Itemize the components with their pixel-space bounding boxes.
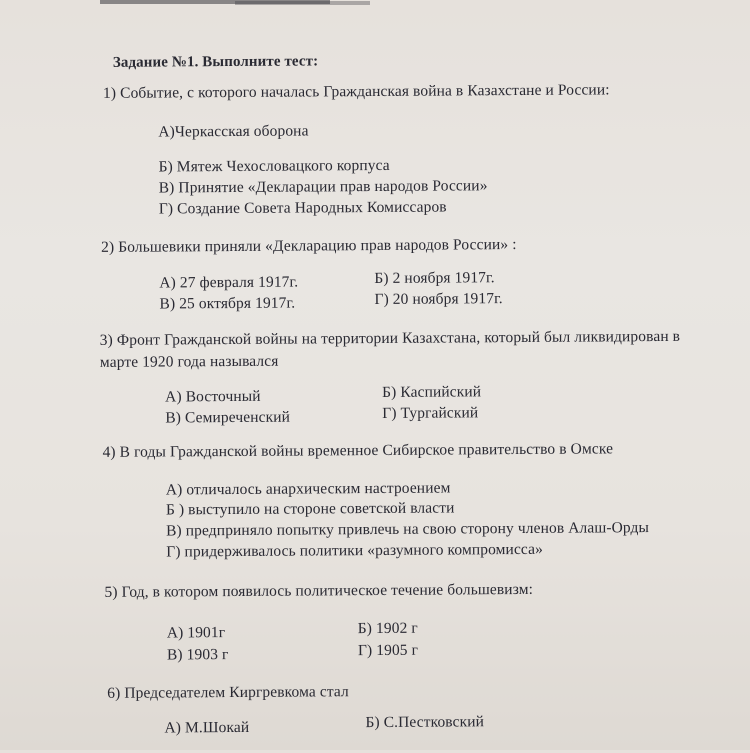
question-3-option-d: Г) Тургайский	[382, 404, 479, 422]
question-3-option-c: В) Семиреченский	[165, 408, 291, 427]
question-1-option-a: А)Черкасская оборона	[158, 122, 309, 141]
question-6-option-a: А) М.Шокай	[164, 718, 250, 737]
question-2-option-d: Г) 20 ноября 1917г.	[374, 290, 503, 309]
question-5-option-c: В) 1903 г	[166, 646, 229, 664]
question-3-text-line2: марте 1920 года назывался	[99, 352, 279, 371]
task-title: Задание №1. Выполните тест:	[112, 53, 319, 71]
question-4-option-c: В) предприняло попытку привлечь на свою сторону членов Алаш-Орды	[166, 519, 650, 540]
question-3-text-line1: 3) Фронт Гражданской войны на территории Казахстана, который был ликвидирован в	[99, 327, 681, 349]
question-1-option-c: В) Принятие «Декларации прав народов России»	[158, 177, 488, 197]
question-3-option-a: А) Восточный	[165, 387, 261, 406]
question-5-option-b: Б) 1902 г	[357, 619, 418, 638]
question-5-text: 5) Год, в котором появилось политическое течение большевизм:	[104, 580, 534, 601]
question-4-text: 4) В годы Гражданской войны временное Сибирское правительство в Омске	[102, 440, 614, 461]
question-6-option-b: Б) С.Пестковский	[365, 713, 485, 732]
question-1-option-b: Б) Мятеж Чехословацкого корпуса	[158, 156, 390, 176]
question-2-option-c: В) 25 октября 1917г.	[159, 294, 296, 313]
question-2-option-a: А) 27 февраля 1917г.	[159, 273, 299, 292]
question-5-option-d: Г) 1905 г	[357, 641, 419, 660]
question-4-option-d: Г) придерживалось политики «разумного компромисса»	[166, 540, 543, 561]
question-2-text: 2) Большевики приняли «Декларацию прав народов России» :	[101, 236, 517, 256]
question-1-option-d: Г) Создание Совета Народных Комиссаров	[158, 198, 447, 218]
question-5-option-a: А) 1901г	[166, 624, 226, 642]
question-1-text: 1) Событие, с которого началась Гражданская война в Казахстане и России:	[102, 81, 610, 102]
question-3-option-b: Б) Каспийский	[382, 383, 482, 401]
question-2-option-b: Б) 2 ноября 1917г.	[374, 269, 495, 288]
question-4-option-b: Б ) выступило на стороне советской власти	[165, 499, 455, 519]
question-4-option-a: А) отличалось анархическим настроением	[165, 479, 451, 499]
question-6-text: 6) Председателем Киргревкома стал	[107, 683, 349, 702]
